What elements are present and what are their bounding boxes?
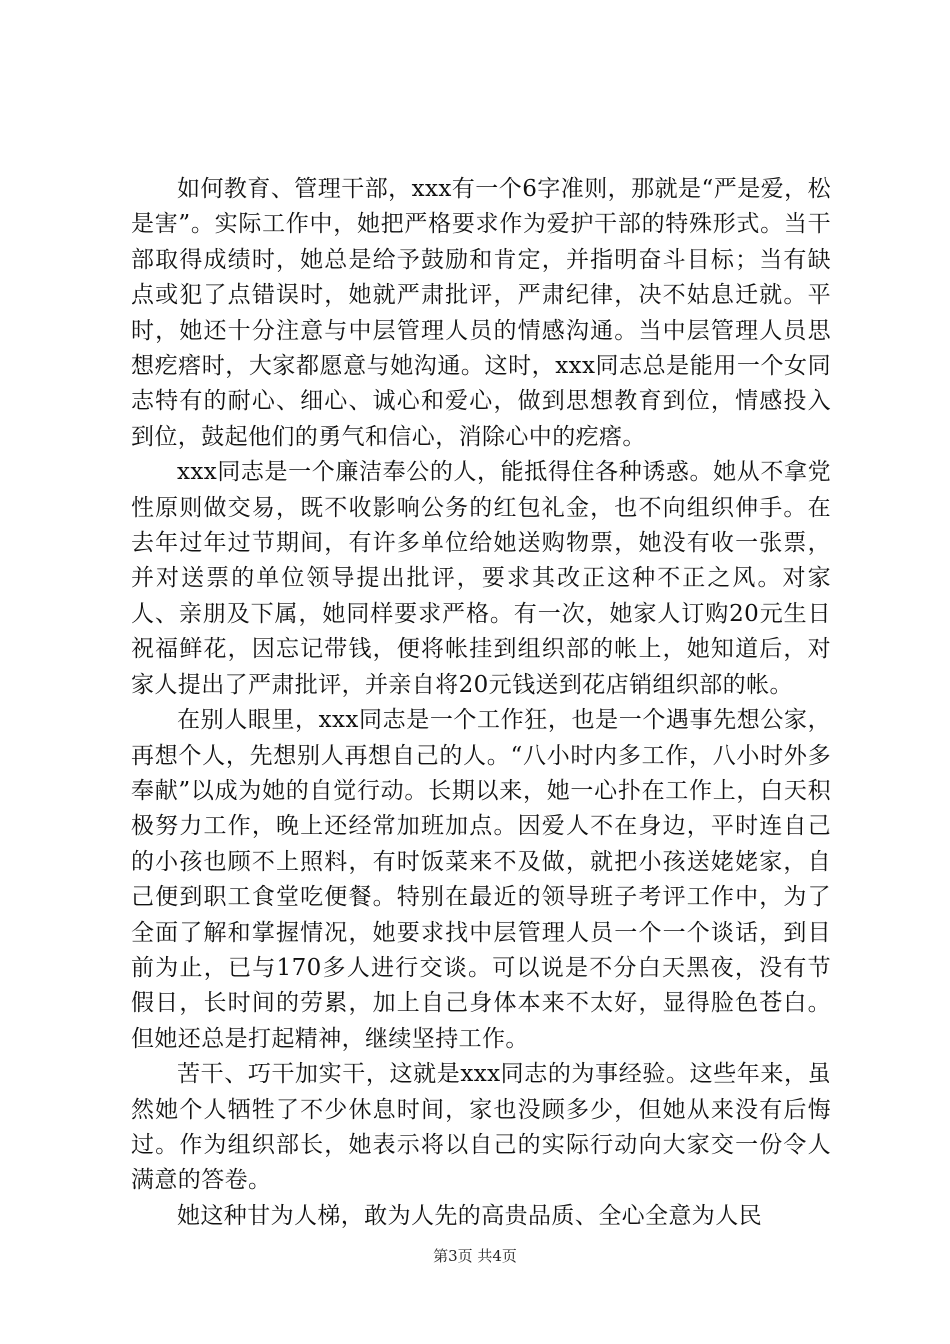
paragraph-2: xxx同志是一个廉洁奉公的人，能抵得住各种诱惑。她从不拿党性原则做交易，既不收影响公务的红包礼金，也不向组织伸手。在去年过年过节期间，有许多单位给她送购物票，她没有收一张票，并对送票的单位领导提出批评，要求其改正这种不正之风。对家人、亲朋及下属，她同样要求严格。有一次，她家人订购20元生日祝福鲜花，因忘记带钱，便将帐挂到组织部的帐上，她知道后，对家人提出了严肃批评，并亲自将20元钱送到花店销组织部的帐。: [131, 459, 831, 698]
paragraph-1: 如何教育、管理干部，xxx有一个6字准则，那就是“严是爱，松是害”。实际工作中，她把严格要求作为爱护干部的特殊形式。当干部取得成绩时，她总是给予鼓励和肯定，并指明奋斗目标；当有缺点或犯了点错误时，她就严肃批评，严肃纪律，决不姑息迁就。平时，她还十分注意与中层管理人员的情感沟通。当中层管理人员思想疙瘩时，大家都愿意与她沟通。这时，xxx同志总是能用一个女同志特有的耐心、细心、诚心和爱心，做到思想教育到位，情感投入到位，鼓起他们的勇气和信心，消除心中的疙瘩。: [131, 176, 831, 450]
paragraph-4: 苦干、巧干加实干，这就是xxx同志的为事经验。这些年来，虽然她个人牺牲了不少休息时间，家也没顾多少，但她从来没有后悔过。作为组织部长，她表示将以自己的实际行动向大家交一份令人满意的答卷。: [131, 1061, 831, 1194]
page-footer: 第3页 共4页: [433, 1247, 517, 1265]
document-body: [131, 172, 831, 1234]
paragraph-5: 她这种甘为人梯，敢为人先的高贵品质、全心全意为人民: [177, 1202, 762, 1229]
paragraph-3: 在别人眼里，xxx同志是一个工作狂，也是一个遇事先想公家，再想个人，先想别人再想自己的人。“八小时内多工作，八小时外多奉献”以成为她的自觉行动。长期以来，她一心扑在工作上，白天积极努力工作，晚上还经常加班加点。因爱人不在身边，平时连自己的小孩也顾不上照料，有时饭菜来不及做，就把小孩送姥姥家，自己便到职工食堂吃便餐。特别在最近的领导班子考评工作中，为了全面了解和掌握情况，她要求找中层管理人员一个一个谈话，到目前为止，已与170多人进行交谈。可以说是不分白天黑夜，没有节假日，长时间的劳累，加上自己身体本来不太好，显得脸色苍白。但她还总是打起精神，继续坚持工作。: [131, 707, 831, 1052]
